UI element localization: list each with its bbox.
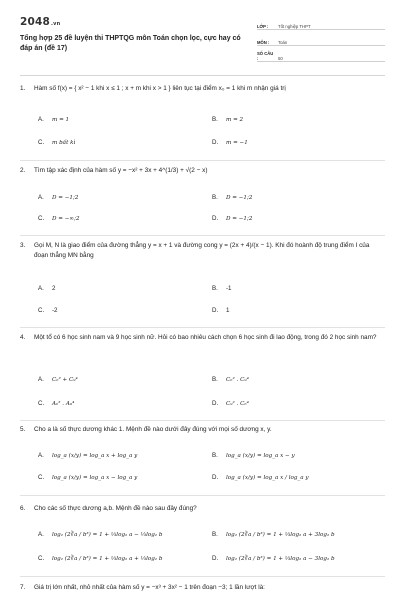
option-b[interactable] [212,193,252,203]
question-divider [20,420,385,421]
meta-row-count [257,49,385,62]
option-d[interactable] [212,138,248,148]
question-divider [20,495,385,496]
option-letter: A. [38,194,44,201]
question-divider [20,327,385,328]
option-d[interactable] [212,214,252,224]
option-text: log_a (x/y) = log_a x − log_a y [52,475,138,481]
option-text: C₆² + C₉⁴ [52,377,78,383]
option-letter: D. [212,474,219,481]
option-text: D = −1;2 [226,195,253,201]
option-b[interactable] [212,115,243,125]
option-text: -2 [52,307,58,314]
option-letter: A. [38,531,44,538]
option-text: 2 [52,285,56,292]
option-c[interactable] [38,473,137,483]
logo-suffix: .vn [51,21,61,27]
option-letter: D. [212,139,219,146]
option-text: log₂ (2∛a / b³) = 1 + ⅓log₂ a + 3log₂ b [226,532,335,538]
option-letter: C. [38,400,45,407]
site-logo[interactable] [20,16,60,28]
header-divider [20,75,385,76]
option-text: C₆² . C₉⁴ [226,377,249,383]
question-divider [20,160,385,161]
option-b[interactable] [212,284,232,294]
question-number: 1. [20,85,26,92]
question-text: Hàm số f(x) = { x² − 1 khi x ≤ 1 ; x + m khi x > 1 } liên tục tại điểm x₀ = 1 khi m nhận giá trị [34,85,286,92]
option-text: C₉² . C₆⁴ [226,401,249,407]
question-text: Giá trị lớn nhất, nhỏ nhất của hàm số y = −x³ + 3x² − 1 trên đoạn −3; 1 lần lượt là: [34,584,265,591]
option-letter: B. [212,285,218,292]
question-text: Tìm tập xác định của hàm số y = −x² + 3x + 4^(1/3) + √(2 − x) [34,167,208,174]
option-text: m = 2 [226,117,244,123]
option-letter: C. [38,474,45,481]
option-text: D = −∞;2 [52,216,80,222]
option-letter: B. [212,194,218,201]
option-d[interactable] [212,554,335,564]
option-a[interactable] [38,451,137,461]
meta-value: Toán [278,40,288,45]
meta-value: 50 [278,56,283,61]
option-letter: B. [212,376,218,383]
question-number: 4. [20,334,26,341]
option-letter: D. [212,307,219,314]
meta-info [257,17,385,65]
question-number: 7. [20,584,26,591]
page-header [20,14,385,74]
option-letter: B. [212,116,218,123]
option-letter: D. [212,400,219,407]
option-letter: C. [38,139,45,146]
option-letter: D. [212,555,219,562]
meta-value: Tốt nghiệp THPT [278,24,311,29]
option-text: m = 1 [52,117,70,123]
option-c[interactable] [38,554,162,564]
meta-row-subject [257,33,385,46]
question-number: 2. [20,167,26,174]
option-text: m bất kì [52,140,76,146]
meta-label: LỚP : [257,24,269,29]
meta-label: SỐ CÂU : [257,51,274,61]
option-letter: C. [38,307,45,314]
question-number: 3. [20,242,26,249]
option-c[interactable] [38,214,80,224]
option-text: log₂ (2∛a / b³) = 1 + ⅓log₂ a − 3log₂ b [226,556,335,562]
option-text: log_a (x/y) = log_a x + log_a y [52,453,138,459]
option-a[interactable] [38,115,69,125]
question-divider [20,235,385,236]
option-c[interactable] [38,306,58,316]
logo-text: 2048 [20,16,51,28]
option-text: log₂ (2∛a / b³) = 1 + ⅓log₂ a − ⅓log₂ b [52,532,163,538]
option-b[interactable] [212,530,335,540]
option-a[interactable] [38,193,78,203]
option-letter: A. [38,452,44,459]
meta-row-class [257,17,385,30]
question-number: 6. [20,505,26,512]
option-d[interactable] [212,306,229,316]
option-letter: B. [212,531,218,538]
option-letter: C. [38,215,45,222]
meta-label: MÔN : [257,40,270,45]
option-a[interactable] [38,284,55,294]
option-b[interactable] [212,451,295,461]
page-title: Tổng hợp 25 đề luyện thi THPTQG môn Toán chọn lọc, cực hay có đáp án (đề 17) [20,35,241,52]
option-letter: C. [38,555,45,562]
option-d[interactable] [212,473,309,483]
option-d[interactable] [212,399,249,409]
option-text: D = −1;2 [226,216,253,222]
option-a[interactable] [38,530,162,540]
option-c[interactable] [38,399,74,409]
option-text: D = −1;2 [52,195,79,201]
question-text: Gọi M, N là giao điểm của đường thẳng y = x + 1 và đường cong y = (2x + 4)/(x − 1). Khi đó hoành độ trung điểm I của đoạn thẳng MN bằng [34,242,370,259]
option-text: A₆² . A₉⁴ [52,401,75,407]
question-number: 5. [20,426,26,433]
option-text: log_a (x/y) = log_a x / log_a y [226,475,309,481]
option-letter: B. [212,452,218,459]
option-letter: A. [38,285,44,292]
option-text: 1 [226,307,230,314]
option-text: log_a (x/y) = log_a x − y [226,453,295,459]
option-text: log₂ (2∛a / b³) = 1 + ⅓log₂ a + ⅓log₂ b [52,556,163,562]
question-text: Một tổ có 6 học sinh nam và 9 học sinh nữ. Hỏi có bao nhiêu cách chọn 6 học sinh đi lao động, trong đó 2 học sinh nam? [34,334,377,341]
option-a[interactable] [38,375,78,385]
option-c[interactable] [38,138,75,148]
option-text: m = −1 [226,140,248,146]
option-letter: A. [38,116,44,123]
option-letter: A. [38,376,44,383]
option-b[interactable] [212,375,249,385]
question-text: Cho a là số thực dương khác 1. Mệnh đề nào dưới đây đúng với mọi số dương x, y. [34,426,272,433]
option-text: -1 [226,285,232,292]
question-text: Cho các số thực dương a,b. Mệnh đề nào sau đây đúng? [34,505,197,512]
question-divider [20,576,385,577]
option-letter: D. [212,215,219,222]
